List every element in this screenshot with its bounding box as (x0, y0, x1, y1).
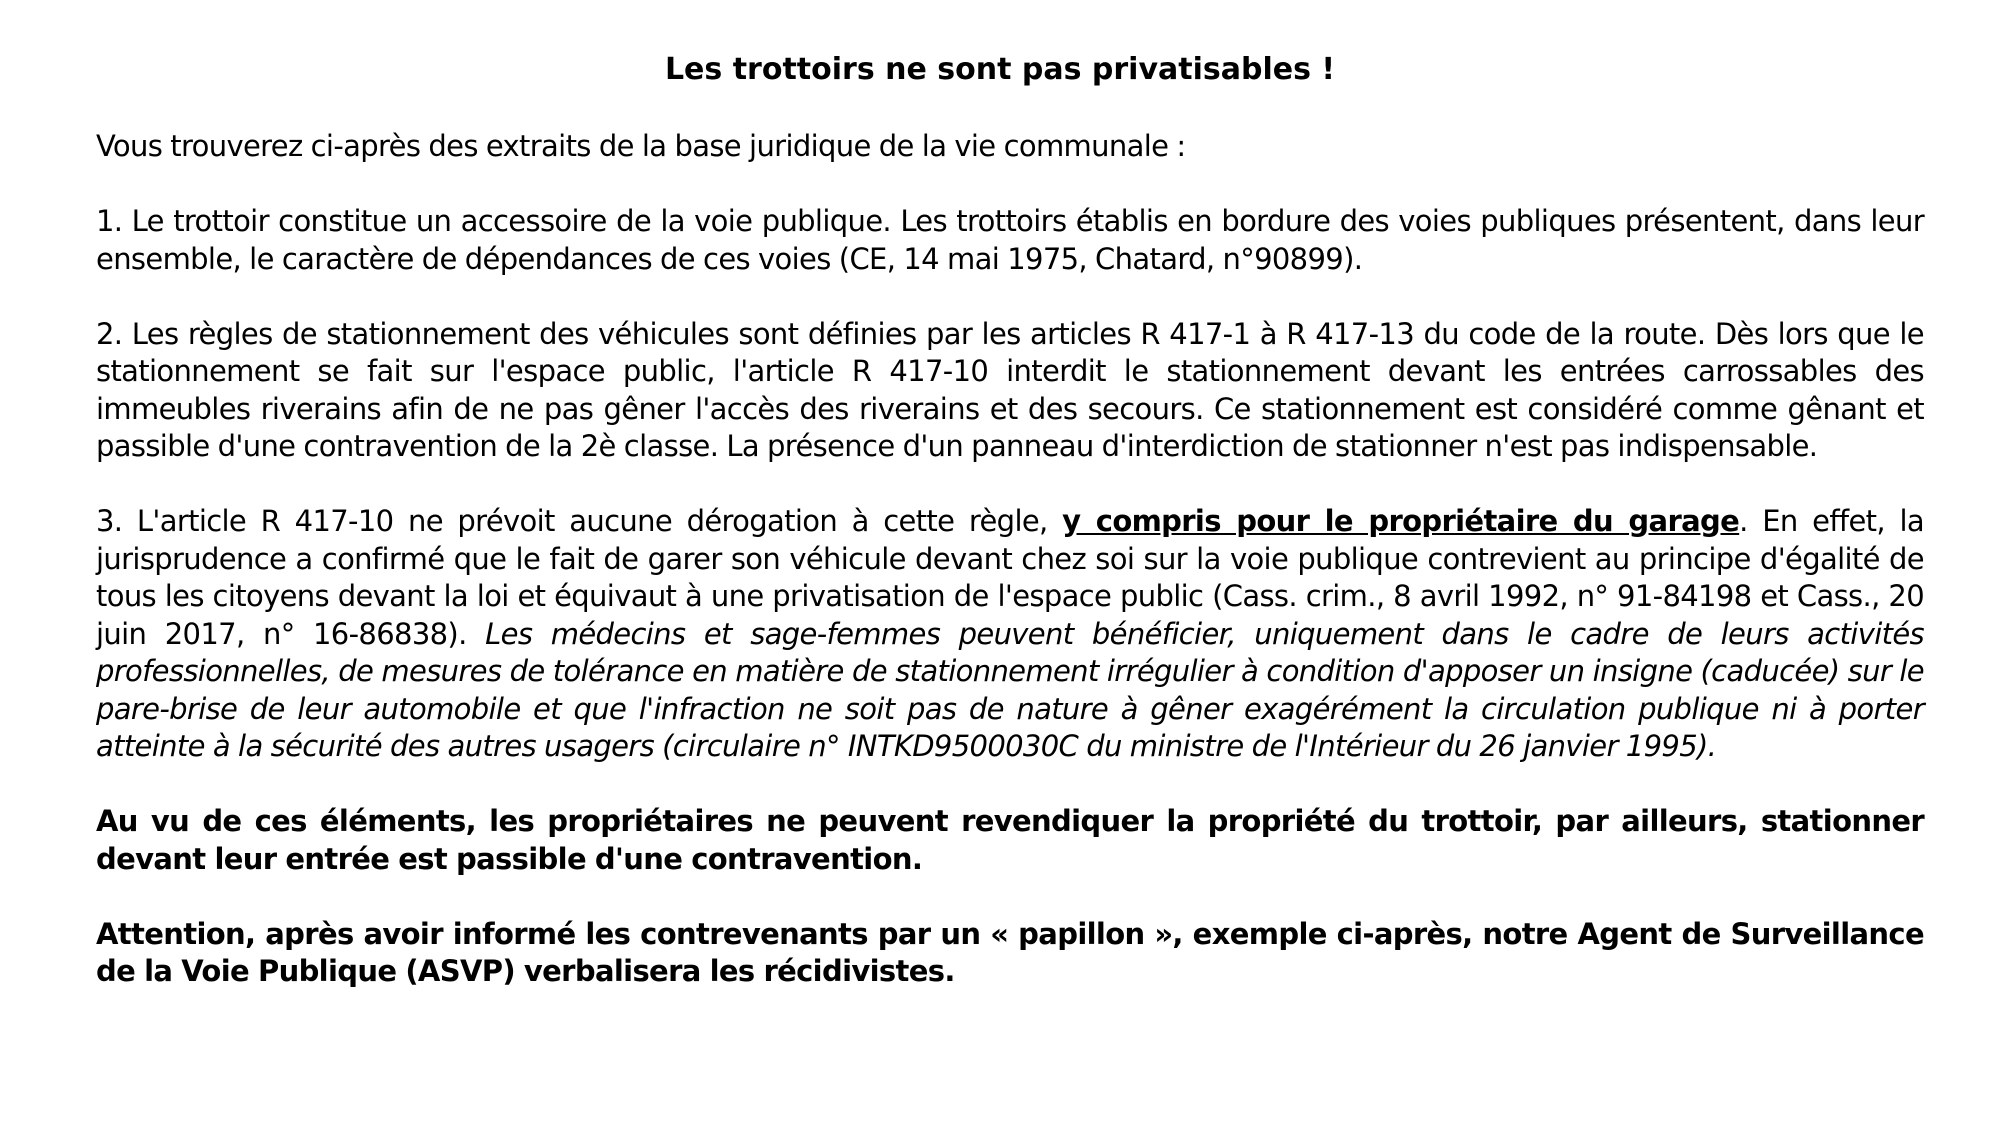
intro-paragraph: Vous trouverez ci-après des extraits de la base juridique de la vie communale : (96, 129, 1186, 163)
point-3-emphasis: y compris pour le propriétaire du garage (1062, 504, 1740, 538)
document-body (96, 128, 1924, 1028)
point-3-italic-note: Les médecins et sage-femmes peuvent bénéficier, uniquement dans le cadre de leurs activités professionnelles, de mesures de tolérance en matière de stationnement irrégulier à condition d'apposer un insigne (caducée) sur le pare-brise de leur automobile et que l'infraction ne soit pas de nature à gêner exagérément la circulation publique ni à porter atteinte à la sécurité des autres usagers (circulaire n° INTKD9500030C du ministre de l'Intérieur du 26 janvier 1995). (96, 616, 1924, 763)
point-1-paragraph: 1. Le trottoir constitue un accessoire de la voie publique. Les trottoirs établis en bordure des voies publiques présentent, dans leur ensemble, le caractère de dépendances de ces voies (CE, 14 mai 1975, Chatard, n°90899). (96, 204, 1924, 276)
point-3-rest: . En effet, la jurisprudence a confirmé que le fait de garer son véhicule devant chez soi sur la voie publique contrevient au principe d'égalité de tous les citoyens devant la loi et équivaut à une privatisation de l'espace public (Cass. crim., 8 avril 1992, n° 91-84198 et Cass., 20 juin 2017, n° 16-86838). (96, 504, 1925, 651)
page-title: Les trottoirs ne sont pas privatisables ! (664, 52, 1336, 87)
point-3-paragraph (96, 503, 1924, 766)
warning-paragraph: Attention, après avoir informé les contrevenants par un « papillon », exemple ci-après, notre Agent de Surveillance de la Voie Publique (ASVP) verbalisera les récidivistes. (96, 916, 1924, 988)
point-2-paragraph: 2. Les règles de stationnement des véhicules sont définies par les articles R 417-1 à R 417-13 du code de la route. Dès lors que le stationnement se fait sur l'espace public, l'article R 417-10 interdit le stationnement devant les entrées carrossables des immeubles riverains afin de ne pas gêner l'accès des riverains et des secours. Ce stationnement est considéré comme gênant et passible d'une contravention de la 2è classe. La présence d'un panneau d'interdiction de stationner n'est pas indispensable. (96, 316, 1924, 463)
point-3-lead: 3. L'article R 417-10 ne prévoit aucune dérogation à cette règle, (96, 504, 1063, 538)
conclusion-paragraph: Au vu de ces éléments, les propriétaires ne peuvent revendiquer la propriété du trottoir, par ailleurs, stationner devant leur entrée est passible d'une contravention. (96, 804, 1924, 876)
